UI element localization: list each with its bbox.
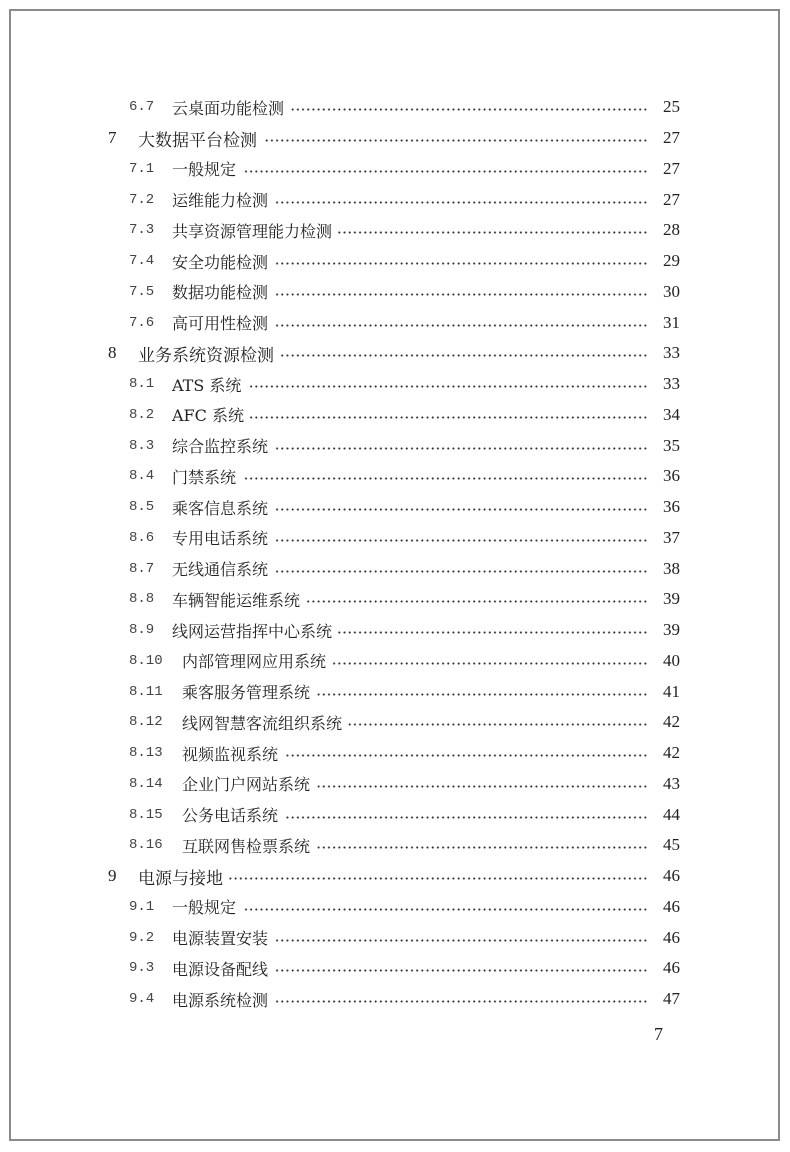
toc-entry-title: 电源装置安装 [172,929,269,949]
toc-entry-page: 47 [663,989,680,1009]
toc-entry-title: 企业门户网站系统 [182,775,311,795]
toc-entry[interactable] [0,830,790,861]
toc-entry-number: 9.2 [129,929,155,946]
toc-entry-title: 安全功能检测 [172,252,269,272]
toc-entry-number: 7.4 [129,253,155,270]
toc-entry-title: 一般规定 [172,160,237,180]
toc-dot-leader [274,1000,648,1003]
toc-entry[interactable] [0,984,790,1015]
toc-entry-title: 云桌面功能检测 [172,98,285,118]
toc-entry[interactable] [0,246,790,277]
toc-entry-page: 27 [663,158,680,178]
toc-entry-number: 8.7 [129,560,155,577]
toc-entry[interactable] [0,646,790,677]
toc-entry[interactable] [0,184,790,215]
toc-entry-number: 7.6 [129,314,155,331]
toc-entry-title: 业务系统资源检测 [138,345,274,366]
toc-entry-number: 7.5 [129,283,155,300]
toc-entry-page: 35 [663,435,680,455]
toc-entry-number: 8.10 [129,652,163,669]
toc-dot-leader [338,631,648,634]
toc-entry-page: 46 [663,896,680,916]
toc-dot-leader [274,324,648,327]
toc-entry-title: 数据功能检测 [172,283,269,303]
toc-dot-leader [263,139,648,142]
toc-entry-page: 36 [663,497,680,517]
toc-entry[interactable] [0,707,790,738]
toc-entry-number: 8.15 [129,806,163,823]
toc-dot-leader [274,508,648,511]
toc-entry-number: 8 [108,343,117,363]
toc-entry[interactable] [0,492,790,523]
toc-entry-number: 8.3 [129,437,155,454]
toc-entry-title: 门禁系统 [172,467,237,487]
toc-entry-page: 42 [663,712,680,732]
toc-dot-leader [274,447,648,450]
toc-entry-title: 电源与接地 [138,868,223,889]
table-of-contents [0,92,790,1015]
toc-entry-title: 大数据平台检测 [138,130,257,151]
toc-entry-title: 电源系统检测 [172,990,269,1010]
toc-entry[interactable] [0,277,790,308]
toc-entry-title: 内部管理网应用系统 [182,652,327,672]
toc-entry-title: 综合监控系统 [172,437,269,457]
toc-entry-page: 36 [663,466,680,486]
toc-entry-title: 电源设备配线 [172,959,269,979]
toc-entry-number: 7 [108,128,117,148]
toc-entry-page: 34 [663,404,680,424]
toc-entry[interactable] [0,461,790,492]
toc-dot-leader [242,908,648,911]
toc-dot-leader [274,201,648,204]
toc-entry-number: 7.2 [129,191,155,208]
toc-entry-page: 29 [663,251,680,271]
toc-dot-leader [306,600,648,603]
toc-entry-number: 8.11 [129,683,163,700]
toc-entry-title: 公务电话系统 [182,806,279,826]
toc-entry[interactable] [0,676,790,707]
toc-entry[interactable] [0,215,790,246]
toc-dot-leader [242,477,648,480]
toc-dot-leader [284,754,648,757]
toc-entry-page: 33 [663,343,680,363]
toc-entry-page: 39 [663,620,680,640]
toc-dot-leader [274,570,648,573]
toc-dot-leader [338,231,648,234]
toc-entry-number: 8.16 [129,837,163,854]
toc-entry-title: 专用电话系统 [172,529,269,549]
toc-entry-number: 9.4 [129,991,155,1008]
toc-entry-page: 39 [663,589,680,609]
toc-dot-leader [316,785,648,788]
toc-entry-title: 乘客服务管理系统 [182,683,311,703]
toc-entry-title: 共享资源管理能力检测 [172,221,333,241]
toc-entry[interactable] [0,123,790,154]
toc-dot-leader [274,969,648,972]
toc-entry-number: 8.2 [129,406,155,423]
toc-entry-title: 高可用性检测 [172,314,269,334]
toc-entry-page: 45 [663,835,680,855]
toc-entry-page: 44 [663,804,680,824]
toc-entry-page: 46 [663,958,680,978]
toc-entry-number: 8.5 [129,499,155,516]
toc-entry[interactable] [0,92,790,123]
toc-dot-leader [316,846,648,849]
toc-entry-page: 28 [663,220,680,240]
toc-entry-title: 线网智慧客流组织系统 [182,713,343,733]
toc-entry[interactable] [0,861,790,892]
toc-dot-leader [274,262,648,265]
toc-entry[interactable] [0,615,790,646]
toc-dot-leader [274,293,648,296]
toc-entry-page: 38 [663,558,680,578]
toc-entry-page: 46 [663,927,680,947]
toc-entry-title: 互联网售检票系统 [182,836,311,856]
toc-dot-leader [284,816,648,819]
toc-entry[interactable] [0,953,790,984]
toc-entry[interactable] [0,369,790,400]
toc-entry-title: 视频监视系统 [182,744,279,764]
toc-entry-page: 40 [663,650,680,670]
toc-entry[interactable] [0,922,790,953]
toc-entry-number: 6.7 [129,99,155,116]
toc-entry-number: 8.12 [129,714,163,731]
toc-dot-leader [250,416,648,419]
toc-dot-leader [274,939,648,942]
toc-dot-leader [247,385,648,388]
toc-entry-page: 27 [663,128,680,148]
toc-entry-title: 无线通信系统 [172,560,269,580]
toc-entry-page: 46 [663,866,680,886]
toc-entry[interactable] [0,154,790,185]
toc-entry-title: ATS 系统 [172,375,242,395]
toc-dot-leader [348,723,648,726]
toc-entry-number: 8.1 [129,376,155,393]
toc-dot-leader [290,108,648,111]
toc-entry[interactable] [0,769,790,800]
toc-dot-leader [242,170,648,173]
toc-entry-page: 30 [663,281,680,301]
toc-entry-number: 8.8 [129,591,155,608]
toc-entry-title: 线网运营指挥中心系统 [172,621,333,641]
toc-entry-number: 9.1 [129,898,155,915]
toc-entry[interactable] [0,338,790,369]
toc-entry[interactable] [0,307,790,338]
toc-entry-number: 8.14 [129,775,163,792]
toc-entry-page: 27 [663,189,680,209]
toc-entry[interactable] [0,523,790,554]
toc-entry-number: 9 [108,866,117,886]
toc-entry-page: 42 [663,743,680,763]
toc-dot-leader [316,693,648,696]
toc-entry-page: 33 [663,374,680,394]
page-number: 7 [654,1024,663,1044]
toc-entry-title: 一般规定 [172,898,237,918]
toc-entry[interactable] [0,553,790,584]
toc-dot-leader [280,354,648,357]
toc-entry-number: 8.4 [129,468,155,485]
toc-entry-page: 43 [663,773,680,793]
toc-entry[interactable] [0,799,790,830]
toc-dot-leader [229,877,648,880]
toc-dot-leader [274,539,648,542]
toc-entry-page: 41 [663,681,680,701]
toc-entry-number: 9.3 [129,960,155,977]
toc-dot-leader [332,662,648,665]
toc-entry[interactable] [0,738,790,769]
toc-entry-number: 7.3 [129,222,155,239]
toc-entry-title: 运维能力检测 [172,191,269,211]
toc-entry[interactable] [0,430,790,461]
toc-entry-number: 8.6 [129,529,155,546]
toc-entry[interactable] [0,584,790,615]
toc-entry[interactable] [0,892,790,923]
toc-entry-title: 乘客信息系统 [172,498,269,518]
toc-entry-title: AFC 系统 [172,406,244,426]
toc-entry[interactable] [0,400,790,431]
toc-entry-page: 25 [663,97,680,117]
toc-entry-number: 7.1 [129,160,155,177]
toc-entry-number: 8.13 [129,745,163,762]
toc-entry-title: 车辆智能运维系统 [172,590,301,610]
toc-entry-page: 31 [663,312,680,332]
toc-entry-page: 37 [663,527,680,547]
toc-entry-number: 8.9 [129,622,155,639]
